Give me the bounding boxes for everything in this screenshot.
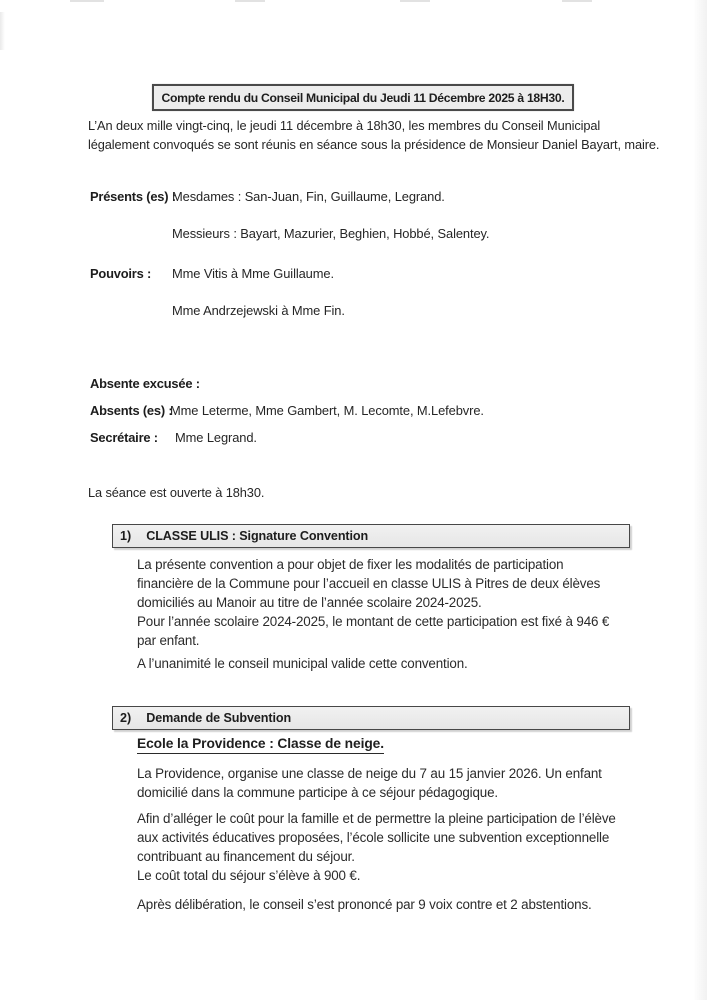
presents-label: Présents (es) : (90, 189, 176, 204)
section-1-paragraph-2 (137, 612, 609, 650)
paragraph-line: La Providence, organise une classe de neige du 7 au 15 janvier 2026. Un enfant (137, 766, 602, 781)
absents-value: Mme Leterme, Mme Gambert, M. Lecomte, M.Lefebvre. (170, 403, 484, 418)
section-2-paragraph-2 (137, 809, 616, 866)
section-1-title: CLASSE ULIS : Signature Convention (146, 529, 369, 543)
scan-artifact-dash (235, 0, 265, 2)
section-1-header-box (112, 524, 630, 548)
scan-edge-shading (693, 0, 707, 1000)
section-2-header-box (112, 706, 630, 730)
section-2-paragraph-1 (137, 764, 602, 802)
paragraph-line: domicilié dans la commune participe à ce séjour pédagogique. (137, 785, 498, 800)
paragraph-line: Pour l’année scolaire 2024-2025, le montant de cette participation est fixé à 946 € (137, 614, 610, 629)
section-2-paragraph-4 (137, 895, 592, 914)
pouvoirs-label: Pouvoirs : (90, 266, 152, 281)
document-title: Compte rendu du Conseil Municipal du Jeudi 11 Décembre 2025 à 18H30. (161, 90, 565, 105)
paragraph-line: A l’unanimité le conseil municipal valide cette convention. (137, 656, 468, 671)
title-box (152, 84, 574, 111)
section-1-paragraph-3 (137, 654, 468, 673)
paragraph-line: Afin d’alléger le coût pour la famille et de permettre la pleine participation de l’élève (137, 811, 616, 826)
paragraph-line: par enfant. (137, 633, 200, 648)
intro-line-1: L’An deux mille vingt-cinq, le jeudi 11 décembre à 18h30, les membres du Conseil Municipal (88, 118, 601, 133)
paragraph-line: La présente convention a pour objet de fixer les modalités de participation (137, 557, 564, 572)
presents-mesdames: Mesdames : San-Juan, Fin, Guillaume, Legrand. (172, 189, 445, 204)
section-1-paragraph-1 (137, 555, 600, 612)
paragraph-line: domiciliés au Manoir au titre de l’année scolaire 2024-2025. (137, 595, 482, 610)
absente-excusee-label: Absente excusée : (90, 376, 200, 391)
pouvoirs-line-1: Mme Vitis à Mme Guillaume. (172, 266, 334, 281)
paragraph-line: Après délibération, le conseil s’est prononcé par 9 voix contre et 2 abstentions. (137, 897, 592, 912)
secretaire-value: Mme Legrand. (175, 430, 257, 445)
scan-smudge (0, 12, 5, 50)
scan-artifact-dash (562, 0, 592, 2)
paragraph-line: contribuant au financement du séjour. (137, 849, 355, 864)
paragraph-line: aux activités éducatives proposées, l’école sollicite une subvention exceptionnelle (137, 830, 610, 845)
secretaire-label: Secrétaire : (90, 430, 158, 445)
scan-artifact-dash (400, 0, 430, 2)
presents-messieurs: Messieurs : Bayart, Mazurier, Beghien, Hobbé, Salentey. (172, 226, 490, 241)
session-open-line: La séance est ouverte à 18h30. (88, 485, 265, 500)
scan-artifact-dash (70, 0, 104, 2)
paragraph-line: financière de la Commune pour l’accueil en classe ULIS à Pitres de deux élèves (137, 576, 601, 591)
section-2-paragraph-3 (137, 866, 360, 885)
section-2-subtitle: Ecole la Providence : Classe de neige. (137, 736, 384, 754)
pouvoirs-line-2: Mme Andrzejewski à Mme Fin. (172, 303, 345, 318)
section-2-title: Demande de Subvention (146, 711, 292, 725)
intro-paragraph (88, 117, 659, 154)
absents-label: Absents (es) : (90, 403, 173, 418)
section-1-number: 1) (120, 529, 132, 543)
section-2-number: 2) (120, 711, 132, 725)
paragraph-line: Le coût total du séjour s’élève à 900 €. (137, 868, 361, 883)
intro-line-2: légalement convoqués se sont réunis en séance sous la présidence de Monsieur Daniel Bayart, maire. (88, 136, 660, 152)
